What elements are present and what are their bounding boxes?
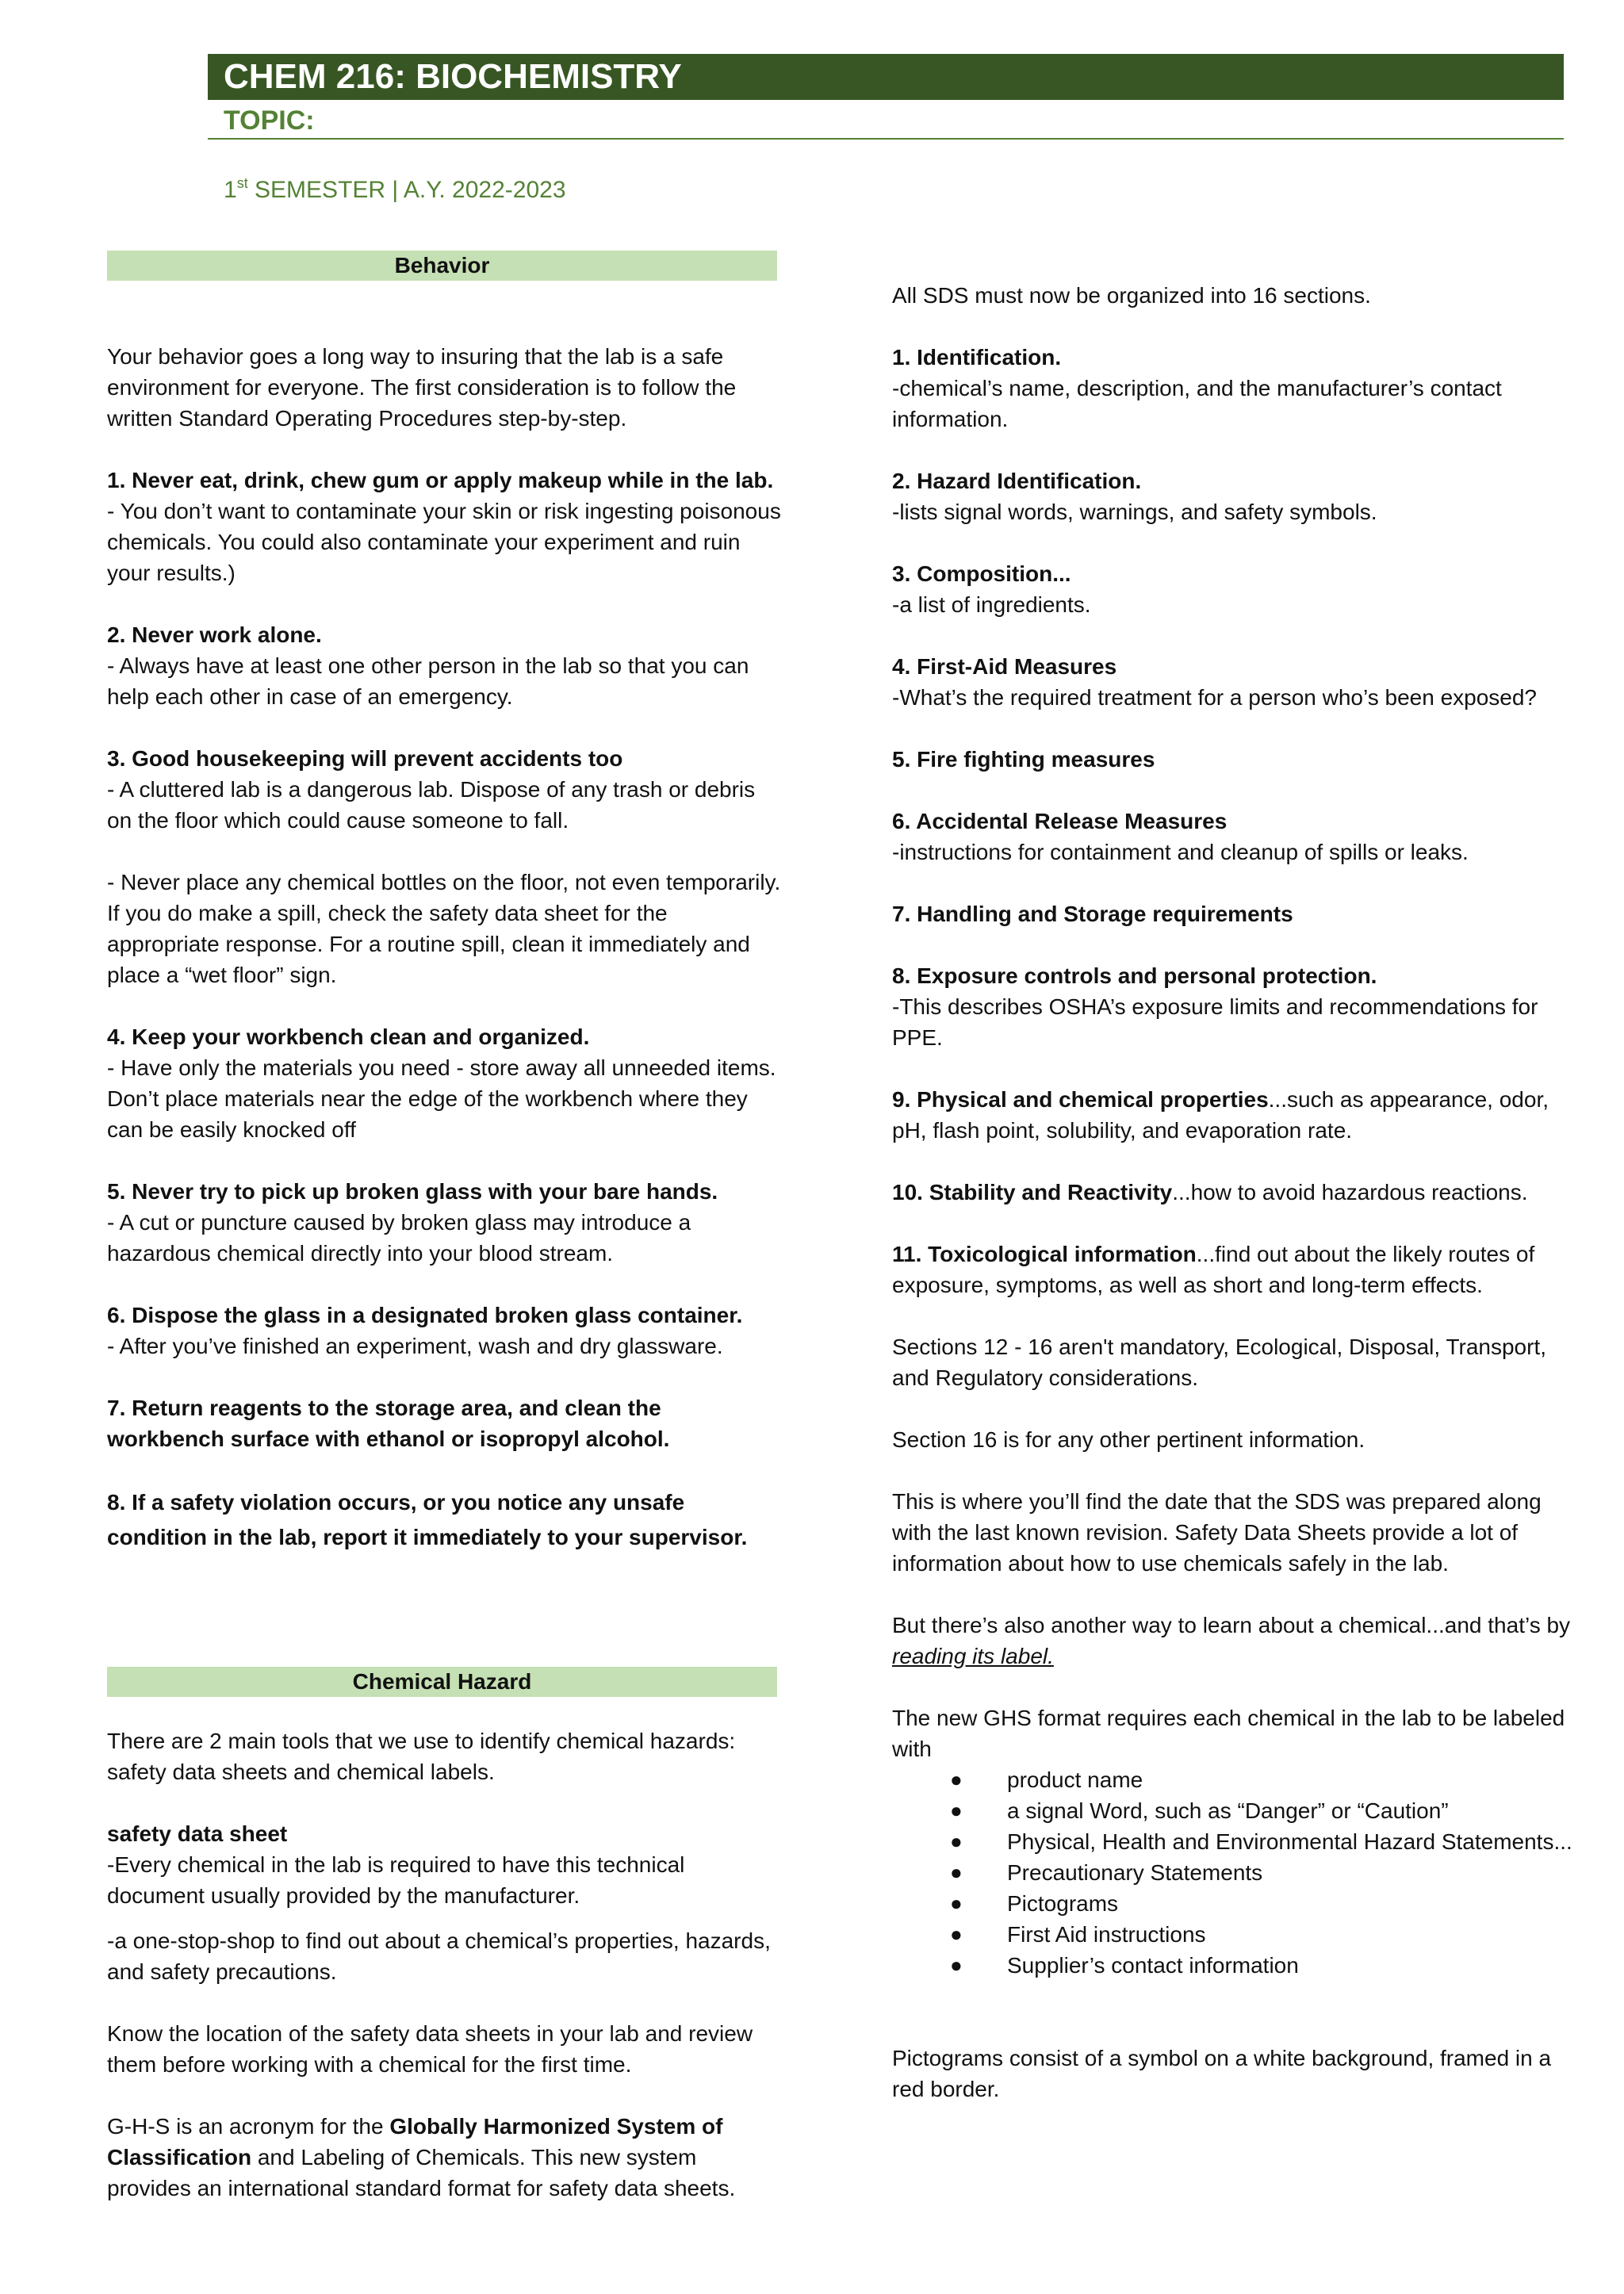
sds-item-body: -lists signal words, warnings, and safety symbols. — [892, 500, 1377, 524]
sds-item-body: -instructions for containment and cleanup of spills or leaks. — [892, 840, 1469, 864]
bullet-icon: ● — [950, 1860, 963, 1884]
rule-body: - Have only the materials you need - store away all unneeded items. Don’t place materials near the edge of the workbench where they can be easily knocked off — [107, 1055, 776, 1142]
sds-date-text: This is where you’ll find the date that the SDS was prepared along with the last known revision. Safety Data Sheets provide a lot of information about how to use chemicals safely in the lab. — [892, 1489, 1542, 1576]
sds-body: -a one-stop-shop to find out about a chemical’s properties, hazards, and safety precautions. — [107, 1928, 771, 1984]
behavior-intro: Your behavior goes a long way to insuring that the lab is a safe environment for everyone. The first consideration is to follow the written Standard Operating Procedures step-by-step. — [107, 344, 737, 431]
topic-label: TOPIC: — [224, 105, 315, 136]
rule-body: - A cut or puncture caused by broken glass may introduce a hazardous chemical directly into your blood stream. — [107, 1210, 691, 1266]
list-item: ● product name — [892, 1764, 1574, 1795]
sds-item-title: 2. Hazard Identification. — [892, 469, 1142, 493]
rule-title: 6. Dispose the glass in a designated broken glass container. — [107, 1303, 743, 1327]
sds-item-title: 5. Fire fighting measures — [892, 747, 1155, 772]
behavior-heading: Behavior — [107, 251, 777, 281]
rule-body: - After you’ve finished an experiment, wash and dry glassware. — [107, 1334, 723, 1358]
hazard-intro: There are 2 main tools that we use to identify chemical hazards: safety data sheets and chemical labels. — [107, 1729, 736, 1784]
rule-title: 4. Keep your workbench clean and organized. — [107, 1024, 590, 1049]
bullet-icon: ● — [950, 1767, 963, 1791]
sds-item-title: 8. Exposure controls and personal protection. — [892, 963, 1377, 988]
rule-body: - A cluttered lab is a dangerous lab. Dispose of any trash or debris on the floor which could cause someone to fall. — [107, 777, 756, 833]
bullet-icon: ● — [950, 1891, 963, 1915]
rule-title: 2. Never work alone. — [107, 622, 322, 647]
sds-item-body: -a list of ingredients. — [892, 592, 1091, 617]
topic-divider — [208, 138, 1564, 140]
label-paragraph: But there’s also another way to learn about a chemical...and that’s by reading its label. — [892, 1613, 1571, 1668]
sections-12-16-text: Sections 12 - 16 aren't mandatory, Ecological, Disposal, Transport, and Regulatory considerations. — [892, 1335, 1547, 1390]
sds-item-title: 6. Accidental Release Measures — [892, 809, 1228, 833]
ghs-label-intro: The new GHS format requires each chemical in the lab to be labeled with — [892, 1706, 1565, 1761]
behavior-column — [107, 341, 781, 1555]
sds-body: -Every chemical in the lab is required to have this technical document usually provided by the manufacturer. — [107, 1852, 685, 1908]
sds-item-inline: 9. Physical and chemical properties...such as appearance, odor, pH, flash point, solubility, and evaporation rate. — [892, 1087, 1549, 1143]
chemical-hazard-heading: Chemical Hazard — [107, 1667, 777, 1697]
sds-title: safety data sheet — [107, 1821, 288, 1846]
sds-intro: All SDS must now be organized into 16 sections. — [892, 283, 1371, 308]
sds-location-text: Know the location of the safety data sheets in your lab and review them before working with a chemical for the first time. — [107, 2021, 753, 2077]
rule-title: 5. Never try to pick up broken glass with your bare hands. — [107, 1179, 718, 1204]
semester-line — [224, 174, 566, 206]
list-item: ● First Aid instructions — [892, 1919, 1574, 1950]
bullet-icon: ● — [950, 1922, 963, 1946]
rule-body: - Always have at least one other person in the lab so that you can help each other in case of an emergency. — [107, 653, 749, 709]
reading-label-link: reading its label. — [892, 1644, 1054, 1668]
semester-text: SEMESTER | A.Y. 2022-2023 — [247, 177, 566, 203]
sds-sections-column — [892, 280, 1574, 2104]
sds-item-title: 7. Handling and Storage requirements — [892, 902, 1293, 926]
bullet-icon: ● — [950, 1798, 963, 1822]
sds-item-inline: 10. Stability and Reactivity...how to avoid hazardous reactions. — [892, 1180, 1528, 1204]
pictograms-text: Pictograms consist of a symbol on a white background, framed in a red border. — [892, 2046, 1552, 2101]
list-item: ● a signal Word, such as “Danger” or “Caution” — [892, 1795, 1574, 1826]
rule-title: 3. Good housekeeping will prevent accidents too — [107, 746, 623, 771]
rule-title: 1. Never eat, drink, chew gum or apply makeup while in the lab. — [107, 468, 774, 492]
sds-item-body: -This describes OSHA’s exposure limits and recommendations for PPE. — [892, 994, 1538, 1050]
course-title: CHEM 216: BIOCHEMISTRY — [224, 57, 682, 96]
sds-item-title: 4. First-Aid Measures — [892, 654, 1117, 679]
list-item: ● Precautionary Statements — [892, 1857, 1574, 1888]
sds-item-body: -What’s the required treatment for a person who’s been exposed? — [892, 685, 1537, 710]
list-item: ● Supplier’s contact information — [892, 1950, 1574, 1981]
section-16-text: Section 16 is for any other pertinent information. — [892, 1427, 1365, 1452]
semester-superscript: st — [236, 175, 248, 191]
semester-number: 1 — [224, 177, 237, 203]
label-requirements-list — [892, 1764, 1574, 1981]
rule-title: 8. If a safety violation occurs, or you notice any unsafe condition in the lab, report it immediately to your supervisor. — [107, 1490, 748, 1549]
rule-body: - You don’t want to contaminate your skin or risk ingesting poisonous chemicals. You could also contaminate your experiment and ruin your results.) — [107, 499, 781, 585]
rule-body-extra: - Never place any chemical bottles on the floor, not even temporarily. If you do make a spill, check the safety data sheet for the appropriate response. For a routine spill, clean it immediately and place a “wet floor” sign. — [107, 870, 781, 987]
title-bar — [208, 54, 1564, 100]
list-item: ● Physical, Health and Environmental Hazard Statements... — [892, 1826, 1574, 1857]
sds-item-title: 3. Composition... — [892, 561, 1071, 586]
chemical-hazard-column — [107, 1725, 781, 2204]
sds-item-body: -chemical’s name, description, and the manufacturer’s contact information. — [892, 376, 1502, 431]
sds-item-title: 1. Identification. — [892, 345, 1062, 370]
sds-item-inline: 11. Toxicological information...find out about the likely routes of exposure, symptoms, as well as short and long-term effects. — [892, 1242, 1535, 1297]
ghs-paragraph: G-H-S is an acronym for the Globally Harmonized System of Classification and Labeling of Chemicals. This new system provides an international standard format for safety data sheets. — [107, 2114, 736, 2200]
list-item: ● Pictograms — [892, 1888, 1574, 1919]
bullet-icon: ● — [950, 1953, 963, 1977]
bullet-icon: ● — [950, 1829, 963, 1853]
rule-title: 7. Return reagents to the storage area, and clean the workbench surface with ethanol or isopropyl alcohol. — [107, 1396, 670, 1451]
